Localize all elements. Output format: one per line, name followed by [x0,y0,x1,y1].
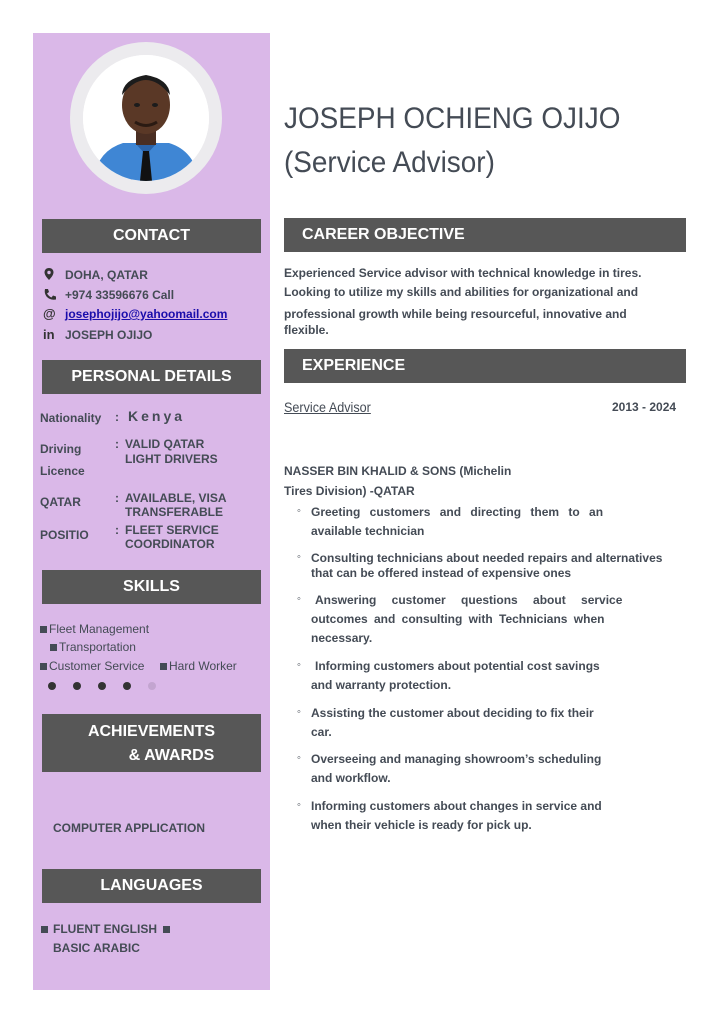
skill-item [50,640,136,654]
contact-location: DOHA, QATAR [65,268,148,282]
position-label: POSITIO [40,528,89,542]
contact-linkedin: JOSEPH OJIJO [65,328,153,342]
duty-line: when their vehicle is ready for pick up. [311,818,532,832]
career-objective-text [284,264,684,336]
rating-dot-filled [48,682,56,690]
driving-label-line1: Driving [40,442,82,456]
nationality-label: Nationality [40,411,102,425]
duty-line: Overseeing and managing showroom’s scheduling [311,752,602,766]
phone-icon [43,288,57,301]
colon: : [115,523,119,537]
qatar-label: QATAR [40,495,81,509]
colon: : [115,410,119,424]
skill-item [160,659,237,673]
colon: : [115,437,119,451]
bullet-square-icon [163,926,170,933]
objective-line: Experienced Service advisor with technical knowledge in tires. [284,266,642,280]
bullet-square-icon [40,663,47,670]
language-item: BASIC ARABIC [53,941,140,955]
bullet-circle-icon: ◦ [297,659,301,671]
skills-heading: SKILLS [42,570,261,604]
bullet-circle-icon: ◦ [297,752,301,764]
duty-line: and warranty protection. [311,678,452,692]
driving-label-line2: Licence [40,464,85,478]
nationality-value: Kenya [128,408,186,424]
bullet-circle-icon: ◦ [297,505,301,517]
position-value-line1: FLEET SERVICE [125,523,219,537]
candidate-name [284,97,620,185]
language-label: FLUENT ENGLISH [53,922,157,936]
objective-line: professional growth while being resourceful, innovative and [284,307,627,321]
skill-label: Fleet Management [49,622,150,636]
achievements-heading-line1: ACHIEVEMENTS [87,723,216,740]
job-title: (Service Advisor) [284,146,495,179]
position-value-line2: COORDINATOR [125,537,215,551]
duty-line: available technician [311,524,425,538]
achievements-heading-line2: & AWARDS [128,747,215,764]
duty-line: outcomes and consulting with Technicians when [311,612,605,626]
achievements-heading [42,714,261,772]
bullet-square-icon [41,926,48,933]
experience-company-line1: NASSER BIN KHALID & SONS (Michelin [284,464,512,478]
skill-label: Transportation [59,640,136,654]
duty-line: necessary. [311,631,373,645]
objective-line: flexible. [284,323,329,337]
duty-line: Greeting customers and directing them to an [311,505,604,519]
contact-heading: CONTACT [42,219,261,253]
name-line: JOSEPH OCHIENG OJIJO [284,102,621,135]
duty-line: and workflow. [311,771,391,785]
avatar-illustration [83,55,209,181]
contact-email-link[interactable]: josephojijo@yahoomail.com [65,307,228,321]
experience-company-line2: Tires Division) -QATAR [284,484,415,498]
experience-heading: EXPERIENCE [284,349,686,383]
email-icon: @ [43,306,56,321]
bullet-square-icon [50,644,57,651]
linkedin-icon: in [43,327,55,342]
profile-photo [83,55,209,181]
rating-dot-empty [148,682,156,690]
qatar-value-line1: AVAILABLE, VISA [125,491,227,505]
bullet-square-icon [40,626,47,633]
skill-item [40,659,144,673]
contact-phone: +974 33596676 Call [65,288,175,302]
driving-value-line2: LIGHT DRIVERS [125,452,218,466]
achievement-item: COMPUTER APPLICATION [53,821,205,835]
bullet-circle-icon: ◦ [297,706,301,718]
experience-role: Service Advisor [284,399,371,415]
duty-line: Assisting the customer about deciding to fix their [311,706,594,720]
skill-item [40,622,149,636]
bullet-circle-icon: ◦ [297,551,301,563]
experience-period: 2013 - 2024 [612,400,677,414]
bullet-circle-icon: ◦ [297,799,301,811]
colon: : [115,491,119,505]
career-objective-heading: CAREER OBJECTIVE [284,218,686,252]
rating-dot-filled [73,682,81,690]
duty-line: Informing customers about potential cost savings [315,659,600,673]
duty-line: car. [311,725,332,739]
languages-heading: LANGUAGES [42,869,261,903]
duty-line: Informing customers about changes in service and [311,799,602,813]
bullet-square-icon [160,663,167,670]
bullet-circle-icon: ◦ [297,593,301,605]
skill-label: Hard Worker [169,659,237,673]
qatar-value-line2: TRANSFERABLE [125,505,223,519]
objective-line: Looking to utilize my skills and abilities for organizational and [284,285,639,299]
rating-dot-filled [123,682,131,690]
duty-line: that can be offered instead of expensive ones [311,566,572,580]
personal-details-heading: PERSONAL DETAILS [42,360,261,394]
duty-line: Answering customer questions about service [315,593,623,607]
skill-label: Customer Service [49,659,145,673]
rating-dot-filled [98,682,106,690]
language-item [41,922,172,936]
location-pin-icon [44,268,54,280]
driving-value-line1: VALID QATAR [125,437,205,451]
duty-line: Consulting technicians about needed repairs and alternatives [311,551,663,565]
